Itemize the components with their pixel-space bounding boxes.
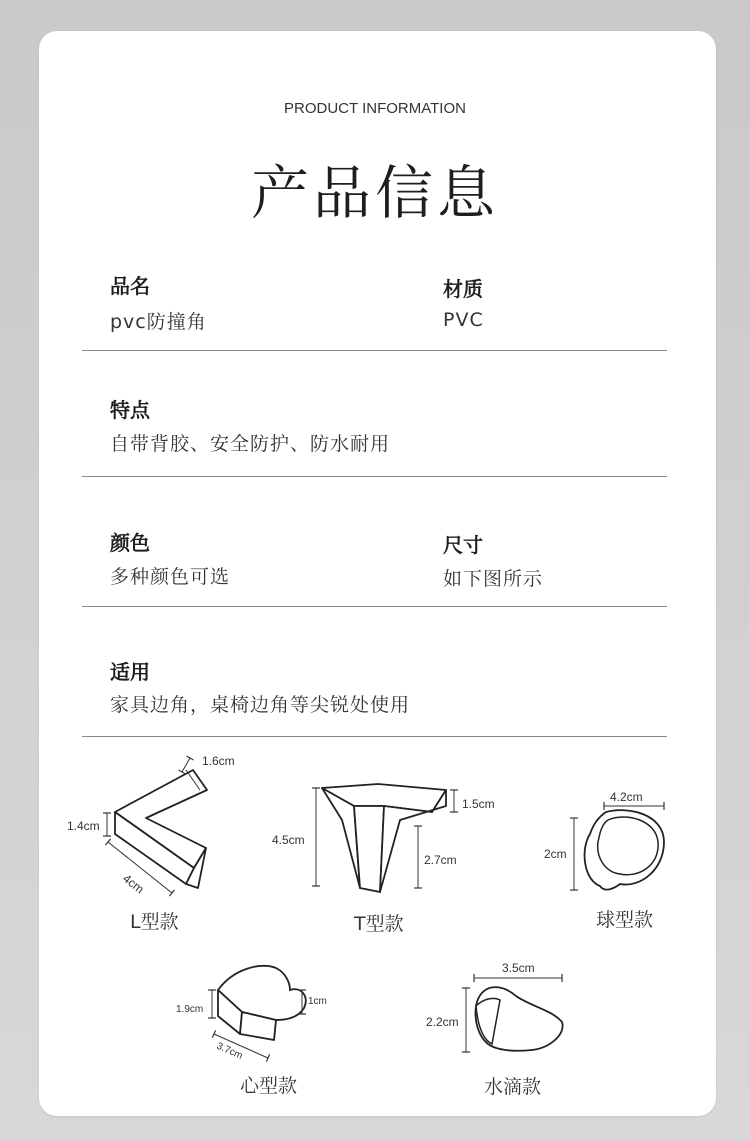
spec-label-name: 品名 (110, 274, 150, 298)
spec-label-feature: 特点 (110, 398, 150, 422)
spec-value-usage: 家具边角，桌椅边角等尖锐处使用 (110, 694, 411, 716)
divider (82, 606, 667, 607)
t-type-dim-top: 1.5cm (462, 797, 495, 811)
l-type-dim-length: 4cm (120, 871, 147, 897)
t-type-dim-lower: 2.7cm (424, 853, 457, 867)
t-type-illustration (316, 784, 454, 892)
drop-type-illustration (466, 978, 563, 1052)
spec-value-color: 多种颜色可选 (110, 566, 231, 588)
drop-type-caption: 水滴款 (484, 1076, 542, 1098)
divider (82, 350, 667, 351)
spec-value-size: 如下图所示 (443, 568, 544, 590)
product-styles-diagram (39, 740, 716, 1110)
ball-type-caption: 球型款 (596, 909, 654, 931)
spec-label-usage: 适用 (110, 660, 150, 684)
l-type-illustration (107, 758, 207, 893)
spec-value-material: PVC (443, 309, 484, 331)
t-type-caption: T型款 (354, 913, 404, 935)
ball-type-dim-height: 2cm (544, 847, 567, 861)
ball-type-illustration (574, 806, 664, 890)
heart-type-dim-side: 1cm (308, 996, 327, 1007)
ball-type-dim-width: 4.2cm (610, 790, 643, 804)
spec-value-name: pvc防撞角 (110, 311, 207, 333)
heart-type-caption: 心型款 (240, 1075, 298, 1097)
heart-type-dim-length: 3.7cm (214, 1040, 245, 1062)
spec-label-color: 颜色 (110, 531, 150, 555)
l-type-dim-height: 1.4cm (67, 819, 100, 833)
header-english-title: PRODUCT INFORMATION (284, 100, 466, 117)
t-type-dim-height: 4.5cm (272, 833, 305, 847)
l-type-dim-width: 1.6cm (202, 754, 235, 768)
spec-label-size: 尺寸 (443, 533, 483, 557)
spec-label-material: 材质 (443, 277, 483, 301)
drop-type-dim-height: 2.2cm (426, 1015, 459, 1029)
spec-value-feature: 自带背胶、安全防护、防水耐用 (110, 433, 391, 455)
page-title: 产品信息 (250, 159, 499, 227)
drop-type-dim-width: 3.5cm (502, 961, 535, 975)
divider (82, 476, 667, 477)
divider (82, 736, 667, 737)
heart-type-dim-height: 1.9cm (176, 1004, 204, 1015)
l-type-caption: L型款 (130, 911, 179, 933)
